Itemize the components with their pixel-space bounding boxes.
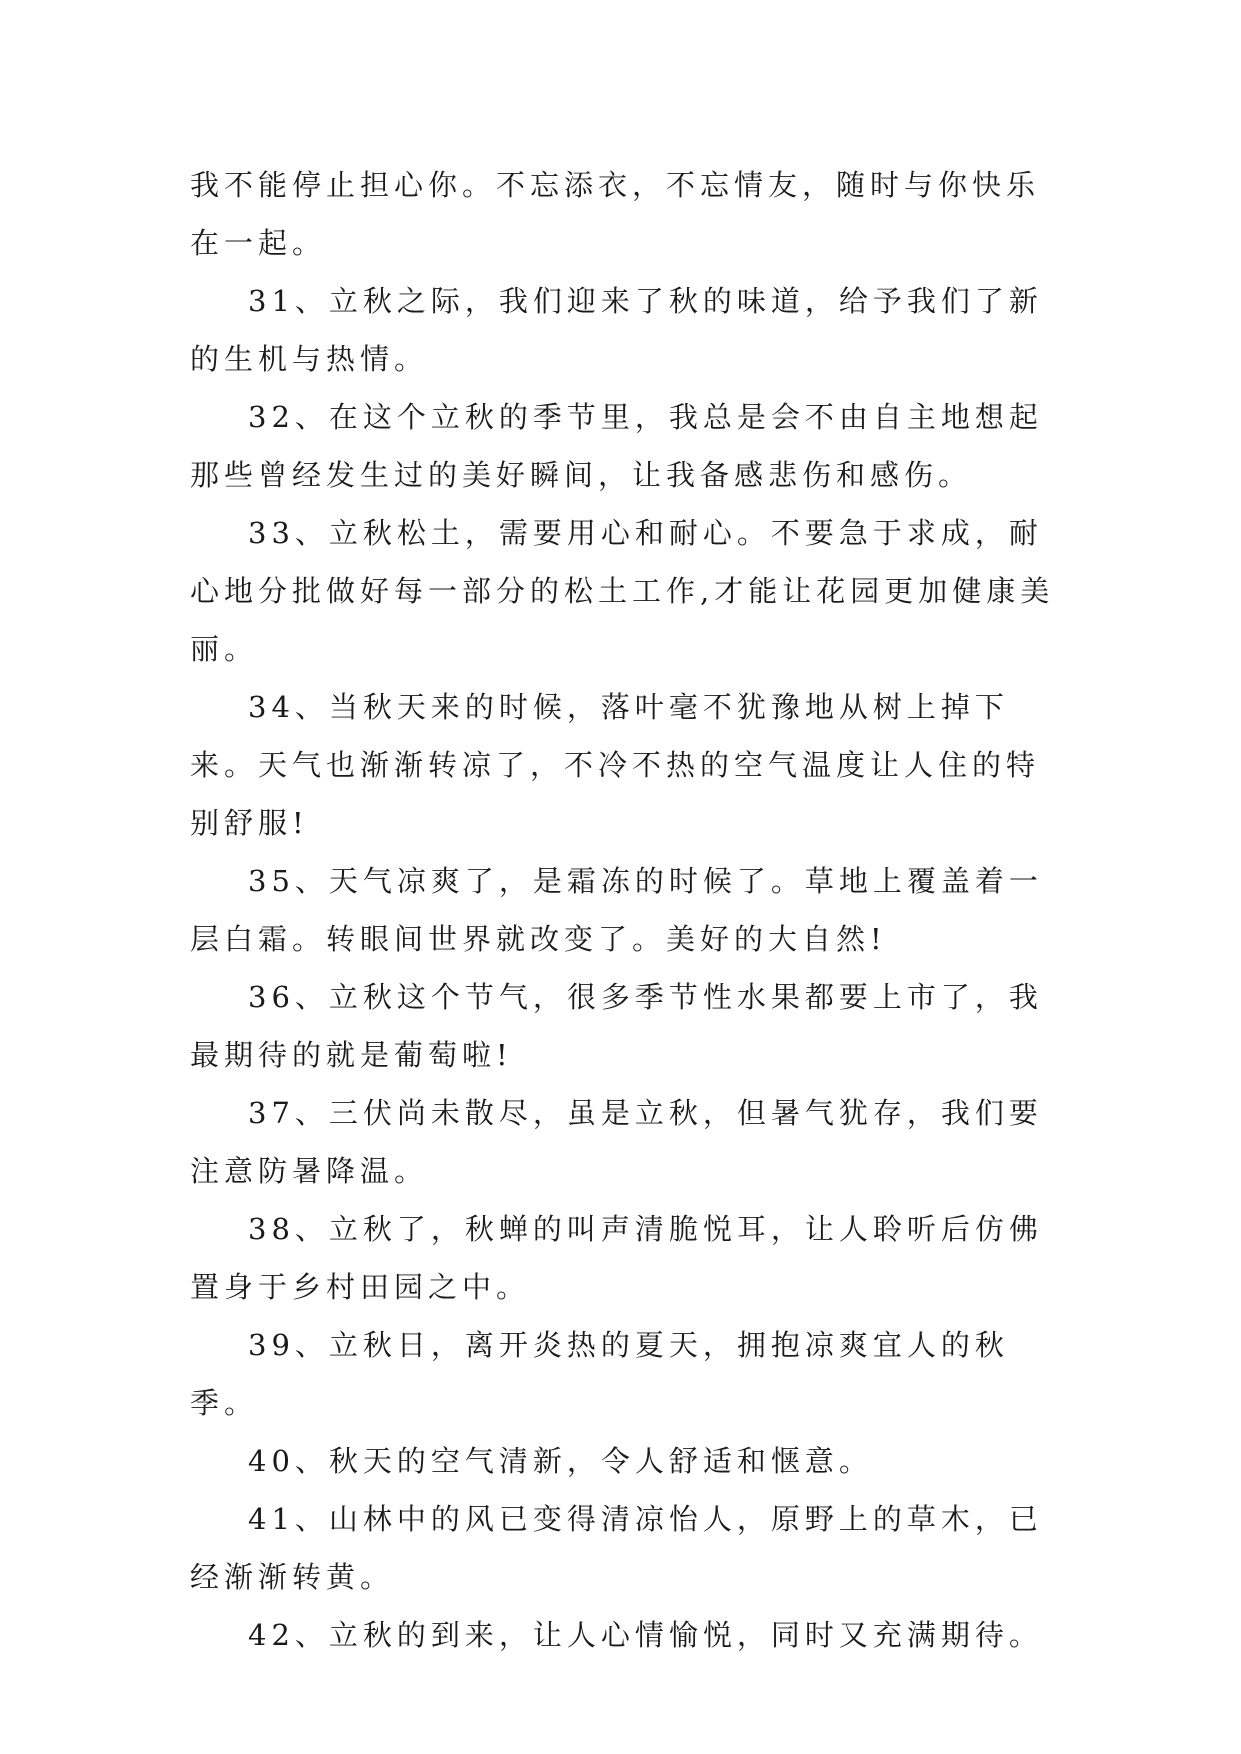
paragraph-33: 33、立秋松土，需要用心和耐心。不要急于求成，耐心地分批做好每一部分的松土工作,才能让花园更加健康美丽。 xyxy=(190,516,1055,666)
paragraph-41: 41、山林中的风已变得清凉怡人，原野上的草木，已经渐渐转黄。 xyxy=(190,1502,1043,1594)
paragraph-36: 36、立秋这个节气，很多季节性水果都要上市了，我最期待的就是葡萄啦! xyxy=(190,980,1043,1072)
paragraph-42: 42、立秋的到来，让人心情愉悦，同时又充满期待。 xyxy=(248,1618,1043,1652)
paragraph-32: 32、在这个立秋的季节里，我总是会不由自主地想起那些曾经发生过的美好瞬间，让我备感悲伤和感伤。 xyxy=(190,400,1043,492)
paragraph-38: 38、立秋了，秋蝉的叫声清脆悦耳，让人聆听后仿佛置身于乡村田园之中。 xyxy=(190,1212,1043,1304)
paragraph-40: 40、秋天的空气清新，令人舒适和惬意。 xyxy=(248,1444,873,1478)
paragraph-31: 31、立秋之际，我们迎来了秋的味道，给予我们了新的生机与热情。 xyxy=(190,284,1043,376)
paragraph-34: 34、当秋天来的时候，落叶毫不犹豫地从树上掉下来。天气也渐渐转凉了，不冷不热的空气温度让人住的特别舒服! xyxy=(190,690,1041,840)
paragraph-39: 39、立秋日，离开炎热的夏天，拥抱凉爽宜人的秋季。 xyxy=(190,1328,1009,1420)
paragraph-35: 35、天气凉爽了，是霜冻的时候了。草地上覆盖着一层白霜。转眼间世界就改变了。美好的大自然! xyxy=(190,864,1043,956)
document-body xyxy=(190,156,1060,1664)
paragraph-37: 37、三伏尚未散尽，虽是立秋，但暑气犹存，我们要注意防暑降温。 xyxy=(190,1096,1043,1188)
paragraph-0: 我不能停止担心你。不忘添衣，不忘情友，随时与你快乐在一起。 xyxy=(190,168,1041,260)
